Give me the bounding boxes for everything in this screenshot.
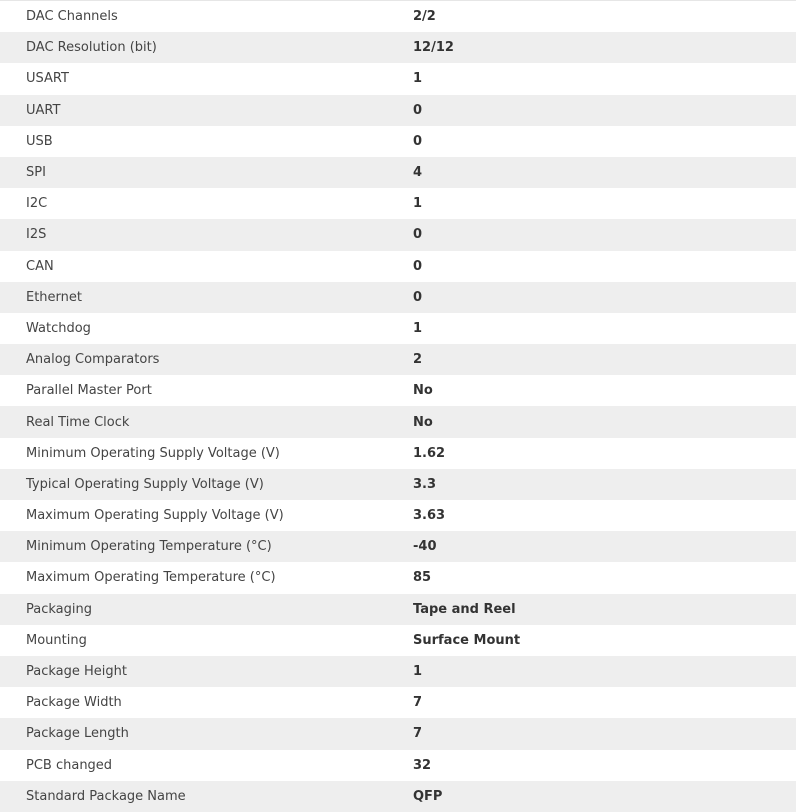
spec-label: Packaging [26, 601, 92, 617]
table-row [0, 32, 796, 63]
spec-value: 2 [413, 352, 423, 368]
table-row [0, 1, 796, 32]
table-row [0, 406, 796, 437]
table-row [0, 438, 796, 469]
table-row [0, 531, 796, 562]
spec-label: Minimum Operating Supply Voltage (V) [26, 445, 280, 461]
spec-label: USART [26, 71, 69, 87]
spec-label: DAC Resolution (bit) [26, 40, 157, 56]
spec-label: Package Length [26, 726, 129, 742]
spec-value: 0 [413, 102, 423, 118]
spec-label: PCB changed [26, 757, 113, 773]
spec-label: UART [26, 102, 61, 118]
spec-value: 3.63 [413, 508, 446, 524]
spec-value: 0 [413, 227, 423, 243]
spec-value: 4 [413, 165, 423, 181]
spec-value: 0 [413, 258, 423, 274]
table-row [0, 594, 796, 625]
spec-label: Ethernet [26, 289, 82, 305]
table-row [0, 63, 796, 94]
spec-value: 1 [413, 196, 423, 212]
table-row [0, 219, 796, 250]
table-row [0, 656, 796, 687]
spec-label: Maximum Operating Supply Voltage (V) [26, 508, 284, 524]
spec-label: Maximum Operating Temperature (°C) [26, 570, 276, 586]
table-row [0, 126, 796, 157]
spec-label: Analog Comparators [26, 352, 160, 368]
spec-label: Package Width [26, 695, 122, 711]
spec-value: 1 [413, 71, 423, 87]
spec-value: 12/12 [413, 40, 454, 56]
spec-value: Tape and Reel [413, 601, 516, 617]
table-row [0, 188, 796, 219]
spec-value: QFP [413, 788, 443, 804]
spec-value: Surface Mount [413, 632, 521, 648]
spec-value: 0 [413, 133, 423, 149]
spec-label: DAC Channels [26, 9, 118, 25]
spec-label: SPI [26, 165, 46, 181]
spec-value: -40 [413, 539, 437, 555]
spec-label: I2C [26, 196, 48, 212]
spec-label: Parallel Master Port [26, 383, 152, 399]
table-row [0, 687, 796, 718]
spec-value: 2/2 [413, 9, 436, 25]
spec-label: Typical Operating Supply Voltage (V) [26, 476, 264, 492]
table-row [0, 625, 796, 656]
spec-value: 85 [413, 570, 432, 586]
table-row [0, 750, 796, 781]
table-row [0, 781, 796, 812]
spec-label: Mounting [26, 632, 87, 648]
spec-value: 1.62 [413, 445, 446, 461]
spec-label: USB [26, 133, 53, 149]
specifications-table [0, 1, 796, 812]
table-row [0, 375, 796, 406]
spec-value: 1 [413, 320, 423, 336]
spec-label: Minimum Operating Temperature (°C) [26, 539, 272, 555]
table-row [0, 95, 796, 126]
table-row [0, 313, 796, 344]
table-row [0, 282, 796, 313]
table-row [0, 500, 796, 531]
spec-value: No [413, 414, 433, 430]
table-row [0, 251, 796, 282]
spec-value: No [413, 383, 433, 399]
spec-label: Standard Package Name [26, 788, 186, 804]
spec-value: 1 [413, 664, 423, 680]
spec-label: I2S [26, 227, 47, 243]
spec-label: Watchdog [26, 320, 91, 336]
spec-value: 7 [413, 726, 423, 742]
table-row [0, 718, 796, 749]
spec-value: 3.3 [413, 476, 437, 492]
spec-value: 7 [413, 695, 423, 711]
table-row [0, 157, 796, 188]
specifications-table-body [0, 1, 796, 812]
spec-value: 0 [413, 289, 423, 305]
table-row [0, 562, 796, 593]
spec-label: Real Time Clock [26, 414, 130, 430]
table-row [0, 344, 796, 375]
spec-label: CAN [26, 258, 54, 274]
spec-label: Package Height [26, 664, 127, 680]
spec-value: 32 [413, 757, 432, 773]
table-row [0, 469, 796, 500]
